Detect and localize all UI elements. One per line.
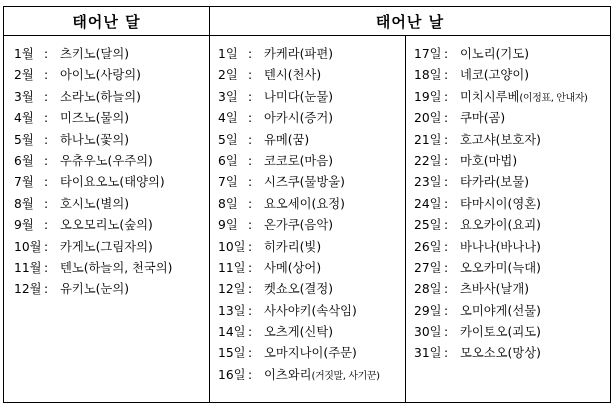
entry-separator: : (444, 303, 449, 318)
entry-number: 19일 (414, 89, 442, 104)
entry-name: 바나나(바나나) (460, 239, 541, 254)
entry-name: 마호(마법) (460, 153, 518, 168)
entry-name: 츠키노(달의) (60, 47, 129, 61)
entry-name: 네코(고양이) (460, 68, 529, 83)
entry-name: 타이요오노(태양의) (60, 175, 165, 190)
month-entry (14, 172, 209, 193)
entry-number: 3월 (14, 89, 34, 104)
day-entry (218, 65, 405, 86)
month-entry (14, 65, 209, 86)
month-entry (14, 194, 209, 215)
day-entry (414, 44, 610, 65)
entry-separator: : (44, 47, 49, 61)
entry-name: 나미다(눈물) (264, 89, 333, 104)
entry-number: 18일 (414, 68, 442, 83)
entry-note: (거짓말, 사기꾼) (311, 370, 380, 382)
entry-name: 오미야게(선물) (460, 303, 541, 318)
day-entry (218, 258, 405, 279)
day-entry (218, 130, 405, 151)
entry-separator: : (44, 260, 49, 275)
month-entry (14, 151, 209, 172)
entry-number: 28일 (414, 282, 442, 297)
entry-separator: : (444, 218, 449, 233)
entry-separator: : (248, 346, 253, 361)
entry-separator: : (444, 175, 449, 190)
entry-number: 12일 (218, 282, 246, 297)
entry-number: 7월 (14, 175, 34, 190)
entry-number: 27일 (414, 260, 442, 275)
month-entry (14, 87, 209, 108)
entry-number: 9일 (218, 218, 238, 233)
entry-number: 10월 (14, 239, 42, 254)
entry-separator: : (44, 111, 49, 126)
entry-name: 호시노(별의) (60, 196, 129, 211)
entry-number: 1월 (14, 47, 34, 61)
day-entry (218, 194, 405, 215)
entry-number: 11월 (14, 260, 42, 275)
entry-number: 12월 (14, 282, 42, 297)
entry-name: 타카라(보물) (460, 175, 529, 190)
entry-separator: : (248, 47, 253, 61)
birth-day-header: 태어난 날 (210, 7, 611, 36)
day-entry (218, 279, 405, 300)
entry-name: 켓쇼오(결정) (264, 282, 333, 297)
month-entry (14, 215, 209, 236)
day-entry (218, 87, 405, 108)
entry-name: 호고샤(보호자) (460, 132, 541, 147)
entry-separator: : (248, 282, 253, 297)
entry-separator: : (248, 132, 253, 147)
entry-separator: : (248, 260, 253, 275)
entry-separator: : (248, 325, 253, 340)
entry-number: 16일 (218, 367, 246, 382)
day-entry (414, 237, 610, 258)
entry-separator: : (44, 239, 49, 254)
entry-separator: : (248, 218, 253, 233)
entry-name: 사사야키(속삭임) (264, 303, 357, 318)
day-entry (414, 322, 610, 343)
body-row (4, 36, 611, 403)
entry-separator: : (444, 260, 449, 275)
day-entry (414, 194, 610, 215)
day-entry (414, 258, 610, 279)
day-entry (414, 151, 610, 172)
entry-separator: : (444, 325, 449, 340)
entry-separator: : (44, 153, 49, 168)
entry-separator: : (444, 89, 449, 104)
entry-number: 4월 (14, 111, 34, 126)
entry-separator: : (248, 196, 253, 211)
entry-separator: : (44, 196, 49, 211)
name-generator-table (3, 6, 611, 403)
entry-number: 24일 (414, 196, 442, 211)
month-entry (14, 258, 209, 279)
day-column-17-31 (406, 36, 611, 403)
entry-number: 29일 (414, 303, 442, 318)
day-entry (218, 44, 405, 65)
entry-separator: : (248, 153, 253, 168)
entry-name: 사메(상어) (264, 260, 322, 275)
day-entry (414, 279, 610, 300)
birth-month-header: 태어난 달 (4, 7, 210, 36)
entry-number: 8월 (14, 196, 34, 211)
entry-name: 이츠와리 (264, 367, 312, 382)
day-entry (218, 172, 405, 193)
entry-number: 15일 (218, 346, 246, 361)
entry-name: 카게노(그림자의) (60, 239, 153, 254)
entry-number: 1일 (218, 47, 238, 61)
entry-separator: : (248, 239, 253, 254)
entry-separator: : (444, 239, 449, 254)
entry-separator: : (444, 132, 449, 147)
entry-name: 오마지나이(주문) (264, 346, 357, 361)
entry-separator: : (248, 303, 253, 318)
day-column-1-16 (210, 36, 406, 403)
entry-name: 이노리(기도) (460, 47, 529, 61)
entry-separator: : (248, 89, 253, 104)
entry-number: 30일 (414, 325, 442, 340)
day-entry (414, 301, 610, 322)
entry-number: 23일 (414, 175, 442, 190)
entry-separator: : (44, 132, 49, 147)
entry-number: 7일 (218, 175, 238, 190)
entry-number: 17일 (414, 47, 442, 61)
month-column (4, 36, 210, 403)
entry-separator: : (248, 175, 253, 190)
entry-name: 유키노(눈의) (60, 282, 129, 297)
entry-separator: : (444, 153, 449, 168)
day-entry (218, 215, 405, 236)
month-list (4, 36, 209, 301)
entry-name: 오오모리노(숲의) (60, 218, 153, 233)
month-entry (14, 237, 209, 258)
entry-number: 5월 (14, 132, 34, 147)
entry-name: 모오소오(망상) (460, 346, 541, 361)
entry-name: 시즈쿠(물방울) (264, 175, 345, 190)
entry-separator: : (444, 68, 449, 83)
entry-name: 츠바사(날개) (460, 282, 529, 297)
day-entry (414, 87, 610, 108)
entry-name: 텐노(하늘의, 천국의) (60, 260, 173, 275)
entry-separator: : (444, 111, 449, 126)
entry-separator: : (444, 47, 449, 61)
entry-name: 히카리(빛) (264, 239, 322, 254)
entry-name: 카이토오(괴도) (460, 325, 541, 340)
entry-number: 5일 (218, 132, 238, 147)
entry-number: 13일 (218, 303, 246, 318)
day-entry (218, 108, 405, 129)
month-entry (14, 130, 209, 151)
entry-separator: : (44, 218, 49, 233)
entry-name: 아카시(증거) (264, 111, 333, 126)
month-entry (14, 279, 209, 300)
entry-separator: : (248, 111, 253, 126)
entry-number: 31일 (414, 346, 442, 361)
entry-name: 하나노(꽃의) (60, 132, 129, 147)
entry-number: 20일 (414, 111, 442, 126)
entry-name: 카케라(파편) (264, 47, 333, 61)
entry-number: 9월 (14, 218, 34, 233)
month-entry (14, 108, 209, 129)
entry-name: 우츄우노(우주의) (60, 153, 153, 168)
entry-name: 미즈노(물의) (60, 111, 129, 126)
entry-name: 온가쿠(음악) (264, 218, 333, 233)
entry-separator: : (44, 175, 49, 190)
entry-separator: : (44, 282, 49, 297)
entry-name: 아이노(사랑의) (60, 68, 141, 83)
entry-name: 오오카미(늑대) (460, 260, 541, 275)
entry-name: 요오카이(요괴) (460, 218, 541, 233)
entry-note: (이정표, 안내자) (519, 92, 588, 104)
day-entry (218, 301, 405, 322)
entry-separator: : (248, 68, 253, 83)
entry-separator: : (444, 196, 449, 211)
day-entry (218, 322, 405, 343)
header-row (4, 7, 611, 36)
day-entry (414, 65, 610, 86)
entry-number: 6일 (218, 153, 238, 168)
entry-separator: : (444, 282, 449, 297)
entry-name: 소라노(하늘의) (60, 89, 141, 104)
entry-number: 2일 (218, 68, 238, 83)
day-entry (218, 237, 405, 258)
day-entry (218, 151, 405, 172)
entry-number: 8일 (218, 196, 238, 211)
entry-name: 텐시(천사) (264, 68, 322, 83)
day-entry (218, 365, 405, 386)
day-list-1-16 (210, 36, 405, 386)
day-list-17-31 (406, 36, 610, 365)
day-entry (414, 130, 610, 151)
entry-separator: : (444, 346, 449, 361)
entry-number: 14일 (218, 325, 246, 340)
entry-number: 2월 (14, 68, 34, 83)
day-entry (414, 108, 610, 129)
entry-number: 10일 (218, 239, 246, 254)
entry-number: 21일 (414, 132, 442, 147)
entry-number: 3일 (218, 89, 238, 104)
entry-separator: : (248, 367, 253, 382)
entry-name: 요오세이(요정) (264, 196, 345, 211)
entry-number: 25일 (414, 218, 442, 233)
entry-separator: : (44, 89, 49, 104)
entry-number: 26일 (414, 239, 442, 254)
entry-number: 11일 (218, 260, 246, 275)
entry-name: 유메(꿈) (264, 132, 310, 147)
day-entry (218, 343, 405, 364)
entry-name: 미치시루베 (460, 89, 520, 104)
day-entry (414, 172, 610, 193)
entry-name: 코코로(마음) (264, 153, 333, 168)
entry-number: 6월 (14, 153, 34, 168)
entry-number: 22일 (414, 153, 442, 168)
entry-number: 4일 (218, 111, 238, 126)
entry-name: 쿠마(곰) (460, 111, 506, 126)
entry-name: 타마시이(영혼) (460, 196, 541, 211)
month-entry (14, 44, 209, 65)
entry-separator: : (44, 68, 49, 83)
entry-name: 오츠게(신탁) (264, 325, 333, 340)
day-entry (414, 215, 610, 236)
day-entry (414, 343, 610, 364)
